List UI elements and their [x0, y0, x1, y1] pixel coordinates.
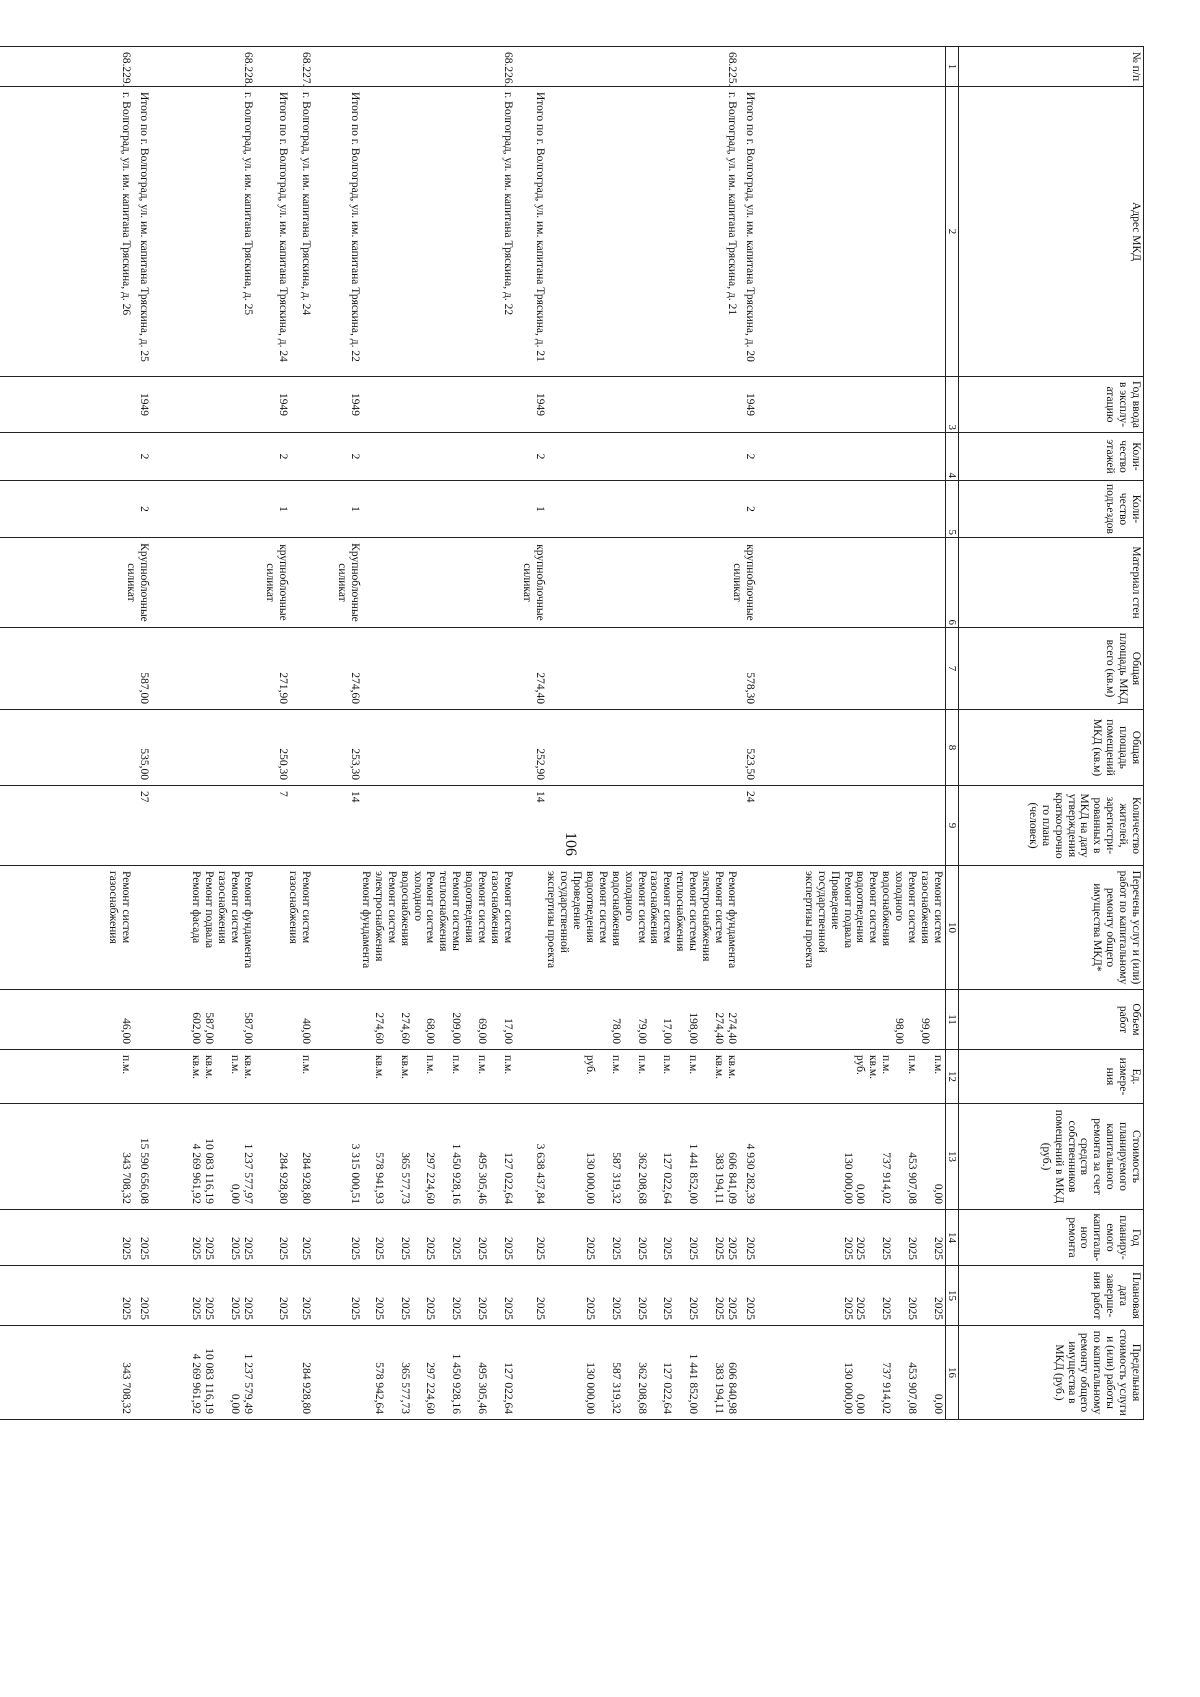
column-10-cell: [0, 865, 945, 989]
table-cell: 2: [137, 506, 150, 512]
table-cell: Ремонт фундамента Ремонт систем электроснабжения Ремонт системы теплоснабжения Ремонт систем газоснабжения Ремонт систем холодного водоснабжения Ремонт систем водоотведения Проведение государственной экспертизы проекта: [545, 870, 738, 969]
table-cell: 343 708,32: [119, 1362, 132, 1414]
table-cell: 578,30: [743, 672, 756, 704]
table-cell: 274,40 274,40 198,00 17,00 79,00 78,00: [609, 1012, 738, 1044]
table-cell: Ремонт систем газоснабжения: [286, 870, 312, 944]
column-number: 7: [945, 627, 958, 709]
table-cell: 1 237 579,49 0,00 10 083 116,19 4 269 961,92: [190, 1348, 254, 1414]
table-cell: 250,30: [276, 748, 289, 780]
column-14-cell: [0, 1209, 945, 1265]
table-cell: 2: [743, 506, 756, 512]
table-cell: 2025: [119, 1236, 132, 1260]
table-cell: 606 841,09 383 194,11 1 441 852,00 127 022,64 362 208,68 587 319,32 130 000,00: [584, 1143, 738, 1204]
table-cell: 14: [533, 790, 546, 803]
column-number: 3: [945, 377, 958, 433]
column-number: 5: [945, 481, 958, 538]
table-cell: 2025: [348, 1296, 361, 1320]
table-cell: 587,00: [137, 672, 150, 704]
table-cell: крупноблочные силикат: [520, 544, 546, 621]
header-cell: Стоимость планируемого капитального ремонта за счет средств собственников помещений в МКД (руб.): [959, 1103, 1144, 1209]
capital-repair-table: [0, 46, 1144, 1420]
column-number: 13: [945, 1103, 958, 1209]
table-cell: 271,90: [276, 672, 289, 704]
table-cell: Крупноблочные силикат: [124, 543, 150, 622]
table-cell: 2025 2025 2025 2025 2025 2025: [372, 1236, 514, 1260]
column-3-cell: [0, 377, 945, 433]
table-cell: 274,60: [348, 672, 361, 704]
column-number: 16: [945, 1325, 958, 1419]
column-16-cell: [0, 1325, 945, 1419]
table-cell: 2025: [743, 1236, 756, 1260]
table-cell: 7: [276, 790, 289, 797]
table-cell: 3 315 000,51: [348, 1143, 361, 1204]
table-cell: г. Волгоград, ул. им. капитана Тряскина, д. 24: [299, 92, 312, 316]
column-13-cell: [0, 1103, 945, 1209]
table-cell: г. Волгоград, ул. им. капитана Тряскина, д. 22: [501, 92, 514, 316]
table-cell: 253,30: [348, 748, 361, 780]
table-cell: 1949: [743, 393, 756, 416]
table-cell: Ремонт систем газоснабжения Ремонт систем холодного водоснабжения Ремонт систем водоотведения Ремонт подвала Проведение государственной экспертизы проекта: [802, 870, 944, 969]
header-cell: Ед. измере-ния: [959, 1049, 1144, 1103]
header-cell: № п/п: [959, 47, 1144, 87]
table-cell: 15 590 656,08: [137, 1137, 150, 1204]
table-cell: Крупноблочные силикат: [335, 543, 361, 622]
column-number: 2: [945, 87, 958, 377]
table-cell: 523,50: [743, 748, 756, 780]
table-cell: 68.225.: [725, 52, 738, 87]
column-11-cell: [0, 989, 945, 1049]
table-cell: 1949: [348, 393, 361, 416]
column-number: 6: [945, 537, 958, 627]
table-cell: 2025 2025 2025 2025 2025 2025 2025: [584, 1296, 738, 1320]
table-cell: 1949: [533, 393, 546, 416]
column-number: 10: [945, 865, 958, 989]
column-number: 12: [945, 1049, 958, 1103]
table-cell: 587,00 587,00 602,00: [190, 1012, 254, 1044]
table-cell: 24: [743, 790, 756, 803]
table-cell: 68.228.: [241, 52, 254, 87]
table-cell: Итого по г. Волгоград, ул. им. капитана Тряскина, д. 24: [276, 92, 289, 362]
column-8-cell: [0, 709, 945, 785]
table-cell: 2025: [299, 1296, 312, 1320]
table-cell: Итого по г. Волгоград, ул. им. капитана Тряскина, д. 25: [137, 92, 150, 362]
table-cell: 68.229.: [119, 52, 132, 87]
table-cell: 2: [533, 453, 546, 460]
table-cell: Итого по г. Волгоград, ул. им. капитана Тряскина, д. 22: [348, 92, 361, 362]
table-cell: 68.226.: [501, 52, 514, 87]
table-body-row: [0, 47, 945, 1420]
table-cell: 2: [276, 453, 289, 460]
header-cell: Плановая дата заверше-ния работ: [959, 1265, 1144, 1325]
table-cell: 127 022,64 495 305,46 1 450 928,16 297 224,60 365 577,73 578 941,93: [372, 1143, 514, 1204]
table-cell: п.м.: [299, 1054, 312, 1075]
table-cell: Итого по г. Волгоград, ул. им. капитана Тряскина, д. 21: [533, 92, 546, 362]
column-number: 9: [945, 785, 958, 865]
table-cell: 1949: [137, 393, 150, 416]
table-cell: 2025: [348, 1236, 361, 1260]
table-cell: 252,90: [533, 748, 546, 780]
column-number: 11: [945, 989, 958, 1049]
table-cell: п.м. п.м. п.м. кв.м. руб.: [854, 1054, 944, 1080]
column-number: 14: [945, 1209, 958, 1265]
table-cell: Ремонт систем газоснабжения Ремонт систем водоотведения Ремонт системы теплоснабжения Ремонт систем холодного водоснабжения Ремонт систем электроснабжения Ремонт фундамента: [360, 870, 514, 969]
table-cell: г. Волгоград, ул. им. капитана Тряскина, д. 21: [725, 92, 738, 316]
table-cell: 2025 2025 2025 2025 2025 2025 2025: [584, 1236, 738, 1260]
table-cell: 2025 2025 2025 2025 2025 2025: [372, 1296, 514, 1320]
table-cell: 40,00: [299, 1018, 312, 1044]
header-cell: Коли-чество этажей: [959, 433, 1144, 481]
table-cell: 27: [137, 790, 150, 803]
table-cell: 2025 2025 2025 2025: [190, 1296, 254, 1320]
table-cell: 127 022,64 495 305,46 1 450 928,16 297 224,60 365 577,73 578 942,64: [372, 1353, 514, 1414]
table-cell: 284 928,80: [299, 1152, 312, 1204]
table-cell: 2025: [276, 1236, 289, 1260]
table-cell: 274,40: [533, 672, 546, 704]
table-cell: крупноблочные силикат: [263, 544, 289, 621]
table-cell: 2025: [743, 1296, 756, 1320]
header-cell: Коли-чество подъездов: [959, 481, 1144, 538]
column-15-cell: [0, 1265, 945, 1325]
table-cell: 1949: [276, 393, 289, 416]
column-1-cell: [0, 47, 945, 87]
header-row: [959, 47, 1144, 1420]
table-cell: 2: [137, 453, 150, 460]
page-number: 106: [562, 832, 579, 856]
table-cell: 606 840,98 383 194,11 1 441 852,00 127 022,64 362 208,68 587 319,32 130 000,00: [584, 1353, 738, 1414]
table-cell: 535,00: [137, 748, 150, 780]
table-cell: 4 930 282,39: [743, 1143, 756, 1204]
table-cell: 1: [533, 506, 546, 512]
table-cell: Итого по г. Волгоград, ул. им. капитана Тряскина, д. 20: [743, 92, 756, 362]
table-cell: 1: [276, 506, 289, 512]
table-cell: 14: [348, 790, 361, 803]
table-cell: 2025: [137, 1236, 150, 1260]
table-cell: 2025 2025 2025 2025 2025: [841, 1236, 944, 1260]
column-4-cell: [0, 433, 945, 481]
table-cell: г. Волгоград, ул. им. капитана Тряскина, д. 25: [241, 92, 254, 316]
table-cell: 17,00 69,00 209,00 68,00 274,60 274,60: [372, 1012, 514, 1044]
table-cell: Ремонт фундамента Ремонт систем газоснабжения Ремонт подвала Ремонт фасада: [190, 870, 254, 969]
table-cell: 2025: [119, 1296, 132, 1320]
header-cell: Год планиру-емого капиталь-ного ремонта: [959, 1209, 1144, 1265]
table-cell: 284 928,80: [299, 1362, 312, 1414]
table-cell: 1 237 577,97 0,00 10 083 116,19 4 269 961,92: [190, 1138, 254, 1204]
table-cell: кв.м. п.м. кв.м. кв.м.: [190, 1054, 254, 1080]
header-cell: Объем работ: [959, 989, 1144, 1049]
table-cell: 2025: [299, 1236, 312, 1260]
table-cell: 3 638 437,84: [533, 1143, 546, 1204]
table-cell: 284 928,80: [276, 1152, 289, 1204]
header-cell: Количество жителей, зарегистри-рованных в МКД на дату утверждения краткосрочно го плана (человек): [959, 785, 1144, 865]
table-cell: п.м.: [119, 1054, 132, 1075]
table-cell: 343 708,32: [119, 1152, 132, 1204]
column-number-row: [945, 47, 958, 1420]
column-number: 8: [945, 709, 958, 785]
column-6-cell: [0, 537, 945, 627]
table-cell: 0,00 453 907,08 737 914,02 0,00 130 000,00: [841, 1152, 944, 1204]
table-cell: г. Волгоград, ул. им. капитана Тряскина, д. 26: [119, 92, 132, 316]
table-cell: крупноблочные силикат: [730, 544, 756, 621]
table-cell: 1: [348, 506, 361, 512]
header-cell: Год ввода в эксплу-атацию: [959, 377, 1144, 433]
header-cell: Общая площадь МКД всего (кв.м): [959, 627, 1144, 709]
column-number: 4: [945, 433, 958, 481]
table-cell: Ремонт систем газоснабжения: [106, 870, 132, 944]
table-cell: п.м. п.м. п.м. п.м. кв.м. кв.м.: [372, 1054, 514, 1080]
column-number: 1: [945, 47, 958, 87]
table-cell: 2025: [533, 1296, 546, 1320]
table-cell: 2025 2025 2025 2025: [190, 1236, 254, 1260]
table-cell: 2025 2025 2025 2025 2025: [841, 1296, 944, 1320]
column-2-cell: [0, 87, 945, 377]
table-cell: 2: [743, 453, 756, 460]
column-number: 15: [945, 1265, 958, 1325]
header-cell: Предельная стоимость услуги и (или) работы по капитальному ремонту общего имущества в МКД (руб.): [959, 1325, 1144, 1419]
column-5-cell: [0, 481, 945, 538]
table-cell: 2025: [533, 1236, 546, 1260]
column-7-cell: [0, 627, 945, 709]
table-cell: 2025: [137, 1296, 150, 1320]
header-cell: Адрес МКД: [959, 87, 1144, 377]
table-cell: 68.227.: [299, 52, 312, 87]
header-cell: Общая площадь помещений МКД (кв.м): [959, 709, 1144, 785]
table-cell: 46,00: [119, 1018, 132, 1044]
table-cell: кв.м. кв.м. п.м. п.м. п.м. п.м. руб.: [584, 1054, 738, 1080]
header-cell: Перечень услуг и (или) работ по капитальному ремонту общего имущества МКД*: [959, 865, 1144, 989]
column-12-cell: [0, 1049, 945, 1103]
header-cell: Материал стен: [959, 537, 1144, 627]
table-cell: 0,00 453 907,08 737 914,02 0,00 130 000,00: [841, 1362, 944, 1414]
table-cell: 2025: [276, 1296, 289, 1320]
table-cell: 2: [348, 453, 361, 460]
table-cell: 99,00 98,00: [893, 1018, 931, 1044]
column-9-cell: [0, 785, 945, 865]
